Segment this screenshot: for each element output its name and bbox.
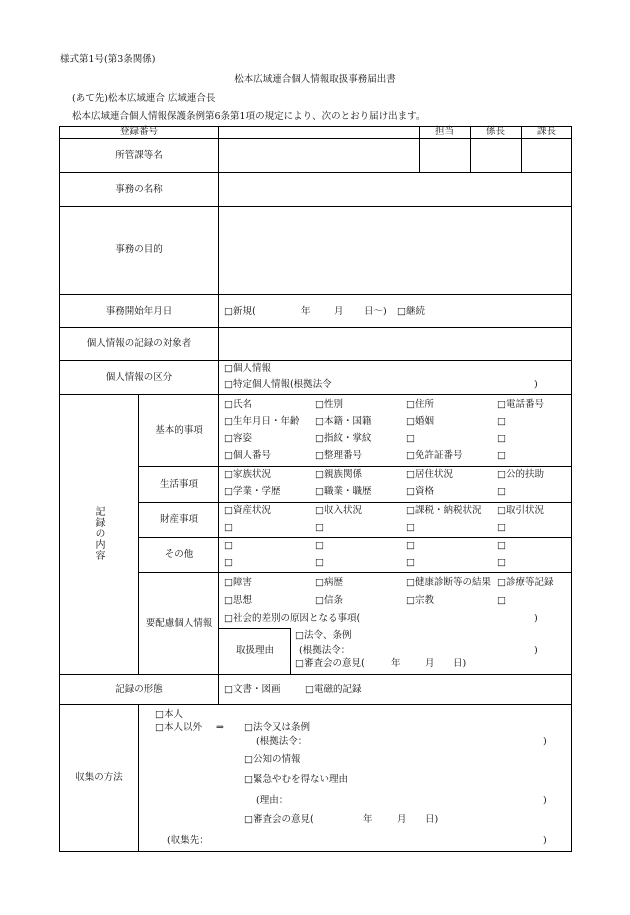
kihon-opt[interactable]: □婚姻 — [406, 416, 434, 427]
tokutei-checkbox[interactable]: □特定個人情報(根拠法令 — [224, 379, 332, 390]
zaisan-opt[interactable]: □ — [406, 522, 415, 533]
yohairyo-opt[interactable]: □思想 — [224, 595, 252, 606]
shushu-saki: (収集先： — [167, 835, 209, 846]
riyu3-day: 日) — [453, 658, 467, 669]
kakaricho-stamp-field[interactable] — [471, 139, 521, 172]
shushu-year: 年 — [363, 814, 373, 825]
yohairyo-opt[interactable]: □病歴 — [315, 577, 343, 588]
seikatsu-opt[interactable]: □学業・学歴 — [224, 486, 281, 497]
kihon-opt[interactable]: □指紋・掌紋 — [315, 433, 372, 444]
form-title: 松本広域連合個人情報取扱事務届出書 — [234, 74, 396, 85]
kojin-checkbox[interactable]: □個人情報 — [224, 363, 271, 374]
shushu-shinsakai-checkbox[interactable]: □審査会の意見( — [244, 814, 314, 825]
kihon-opt[interactable]: □ — [497, 450, 506, 461]
riyu3-month: 月 — [425, 658, 435, 669]
start-month: 月 — [334, 306, 344, 317]
seikatsu-opt[interactable]: □家族状況 — [224, 469, 271, 480]
seikatsu-opt[interactable]: □資格 — [406, 486, 434, 497]
kihon-opt[interactable]: □性別 — [315, 399, 343, 410]
arrow-icon: ⇒ — [216, 722, 224, 733]
sonota-opt[interactable]: □ — [497, 557, 506, 568]
dept-field[interactable] — [219, 139, 419, 172]
hourei-jourei-checkbox[interactable]: □法令、条例 — [295, 630, 352, 641]
kihon-opt[interactable]: □整理番号 — [315, 450, 362, 461]
seikatsu-opt[interactable]: □公的扶助 — [497, 469, 544, 480]
shushu-riyu-close: ) — [543, 795, 547, 806]
sonota-opt[interactable]: □ — [497, 540, 506, 551]
zaisan-label: 財産事項 — [159, 514, 198, 525]
kihon-opt[interactable]: □ — [497, 416, 506, 427]
yohairyo-opt[interactable]: □健康診断等の結果 — [406, 577, 491, 588]
dept-label: 所管課等名 — [115, 150, 163, 161]
new-checkbox[interactable]: □新規( — [224, 306, 256, 317]
bunsho-checkbox[interactable]: □文書・図画 — [224, 684, 281, 695]
zaisan-opt[interactable]: □ — [224, 522, 233, 533]
shinsakai-checkbox[interactable]: □審査会の意見( — [295, 658, 365, 669]
continue-checkbox[interactable]: □継続 — [397, 306, 425, 317]
shakai-sabetsu-checkbox[interactable]: □社会的差別の原因となる事項( — [224, 613, 361, 624]
honnin-igai-checkbox[interactable]: □本人以外 — [155, 722, 202, 733]
reg-number-label: 登録番号 — [119, 126, 158, 137]
kochi-checkbox[interactable]: □公知の情報 — [244, 754, 301, 765]
kihon-label: 基本的事項 — [155, 425, 203, 436]
kihon-opt[interactable]: □容姿 — [224, 433, 252, 444]
target-label: 個人情報の記録の対象者 — [86, 338, 192, 349]
shushu-saki-close: ) — [543, 835, 547, 846]
honnin-checkbox[interactable]: □本人 — [155, 709, 183, 720]
sonota-opt[interactable]: □ — [315, 540, 324, 551]
sonota-label: その他 — [164, 549, 194, 560]
target-field[interactable] — [219, 328, 571, 360]
zaisan-opt[interactable]: □取引状況 — [497, 505, 544, 516]
shakai-close: ) — [534, 613, 538, 624]
kihon-opt[interactable]: □氏名 — [224, 399, 252, 410]
kihon-opt[interactable]: □個人番号 — [224, 450, 271, 461]
intro-text: 松本広域連合個人情報保護条例第6条第1項の規定により、次のとおり届け出ます。 — [72, 111, 426, 122]
jimu-name-field[interactable] — [219, 173, 571, 206]
kubun-close: ) — [534, 379, 538, 390]
kubun-label: 個人情報の区分 — [105, 372, 173, 383]
kihon-opt[interactable]: □電話番号 — [497, 399, 544, 410]
zaisan-opt[interactable]: □資産状況 — [224, 505, 271, 516]
sonota-opt[interactable]: □ — [224, 540, 233, 551]
seikatsu-opt[interactable]: □職業・職歴 — [315, 486, 372, 497]
zaisan-opt[interactable]: □ — [315, 522, 324, 533]
kihon-opt[interactable]: □住所 — [406, 399, 434, 410]
seikatsu-opt[interactable]: □ — [497, 486, 506, 497]
riyu-label: 取扱理由 — [235, 645, 274, 656]
form-number: 様式第1号(第3条関係) — [60, 54, 156, 65]
denji-checkbox[interactable]: □電磁的記録 — [305, 684, 362, 695]
jimu-name-label: 事務の名称 — [115, 184, 163, 195]
tanto-stamp-field[interactable] — [420, 139, 470, 172]
keitai-label: 記録の形態 — [115, 684, 163, 695]
kacho-label: 課長 — [536, 126, 556, 137]
jimu-purpose-field[interactable] — [219, 207, 571, 294]
sonota-opt[interactable]: □ — [406, 540, 415, 551]
kihon-opt[interactable]: □ — [406, 433, 415, 444]
zaisan-opt[interactable]: □収入状況 — [315, 505, 362, 516]
sonota-opt[interactable]: □ — [406, 557, 415, 568]
sonota-opt[interactable]: □ — [224, 557, 233, 568]
start-date-label: 事務開始年月日 — [105, 306, 173, 317]
yohairyo-label: 要配慮個人情報 — [145, 618, 213, 629]
yohairyo-opt[interactable]: □信条 — [315, 595, 343, 606]
kiroku-label: 記録の内容 — [93, 506, 104, 561]
kihon-opt[interactable]: □免許証番号 — [406, 450, 463, 461]
kinkyu-checkbox[interactable]: □緊急やむを得ない理由 — [244, 774, 348, 785]
hourei-checkbox[interactable]: □法令又は条例 — [244, 722, 310, 733]
shushu-konkyo: (根拠法令： — [256, 736, 308, 747]
kihon-opt[interactable]: □生年月日・年齢 — [224, 416, 300, 427]
start-year: 年 — [301, 306, 311, 317]
jimu-purpose-label: 事務の目的 — [115, 244, 163, 255]
start-day: 日〜) — [364, 306, 387, 317]
shushu-konkyo-close: ) — [543, 736, 547, 747]
shushu-day: 日) — [425, 814, 439, 825]
shushu-month: 月 — [397, 814, 407, 825]
zaisan-opt[interactable]: □ — [497, 522, 506, 533]
zaisan-opt[interactable]: □課税・納税状況 — [406, 505, 482, 516]
notification-form — [59, 126, 572, 852]
sonota-opt[interactable]: □ — [315, 557, 324, 568]
seikatsu-opt[interactable]: □居住状況 — [406, 469, 453, 480]
riyu-konkyo: (根拠法令： — [299, 645, 351, 656]
yohairyo-opt[interactable]: □宗教 — [406, 595, 434, 606]
kakaricho-label: 係長 — [485, 126, 505, 137]
kihon-opt[interactable]: □本籍・国籍 — [315, 416, 372, 427]
seikatsu-label: 生活事項 — [159, 479, 198, 490]
yohairyo-opt[interactable]: □診療等記録 — [497, 577, 554, 588]
tanto-label: 担当 — [434, 126, 454, 137]
kihon-opt[interactable]: □ — [497, 433, 506, 444]
riyu-konkyo-close: ) — [534, 645, 538, 656]
shushu-riyu: (理由： — [256, 795, 289, 806]
yohairyo-opt[interactable]: □障害 — [224, 577, 252, 588]
shushu-label: 収集の方法 — [75, 772, 123, 783]
kacho-stamp-field[interactable] — [522, 139, 571, 172]
seikatsu-opt[interactable]: □親族関係 — [315, 469, 362, 480]
yohairyo-opt[interactable]: □ — [497, 595, 506, 606]
riyu3-year: 年 — [391, 658, 401, 669]
addressee: (あて先)松本広域連合 広域連合長 — [72, 93, 216, 104]
